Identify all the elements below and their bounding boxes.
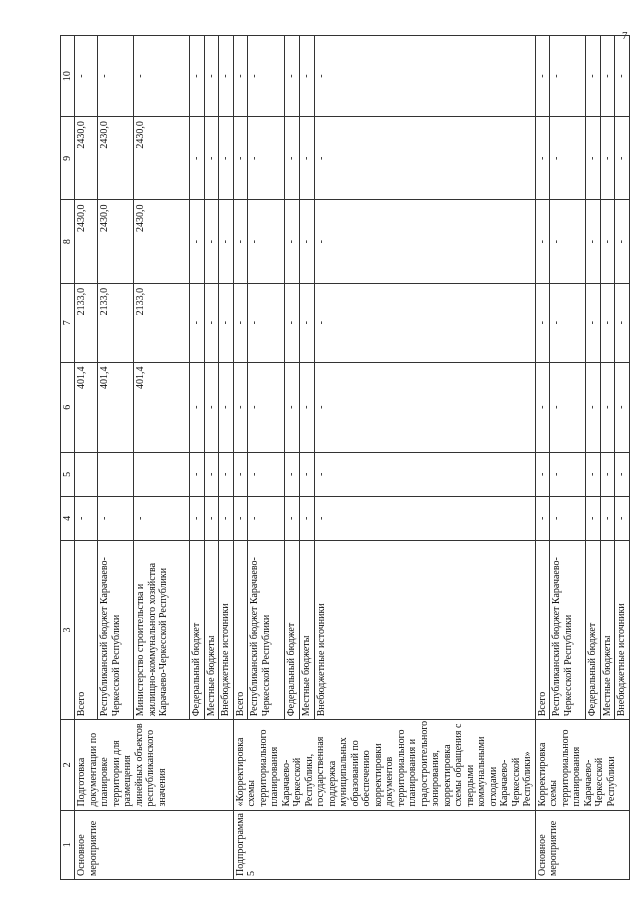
header-cell: 8 xyxy=(61,200,75,283)
source-cell: Внебюджетные источники xyxy=(615,540,630,719)
group-name-cell: «Корректировка схемы территориального планирования Карачаево-Черкесской Республики, государственная поддержка муниципальных образований по обеспечению корректировки документов территориального планирования и градостроительного зонирования, корректировка схемы обращения с твердыми коммунальными отходами Карачаево-Черкесской Республики» xyxy=(233,720,535,810)
source-cell: Местные бюджеты xyxy=(600,540,615,719)
value-cell xyxy=(134,452,190,496)
value-cell: - xyxy=(314,496,535,540)
header-cell: 5 xyxy=(61,452,75,496)
value-cell: - xyxy=(535,452,550,496)
value-cell: - xyxy=(535,117,550,200)
header-row xyxy=(61,36,75,880)
value-cell: - xyxy=(285,36,300,117)
value-cell: - xyxy=(285,117,300,200)
value-cell: - xyxy=(190,36,205,117)
source-cell: Внебюджетные источники xyxy=(219,540,234,719)
source-cell: Федеральный бюджет xyxy=(285,540,300,719)
value-cell: - xyxy=(299,283,314,362)
value-cell: - xyxy=(190,117,205,200)
value-cell: - xyxy=(248,117,285,200)
table-row xyxy=(535,36,550,880)
value-cell: - xyxy=(314,452,535,496)
value-cell xyxy=(75,452,98,496)
value-cell: - xyxy=(299,200,314,283)
value-cell: - xyxy=(586,117,601,200)
header-cell: 3 xyxy=(61,540,75,719)
source-cell: Федеральный бюджет xyxy=(190,540,205,719)
value-cell: - xyxy=(615,117,630,200)
value-cell: - xyxy=(285,362,300,452)
value-cell: - xyxy=(190,200,205,283)
value-cell: - xyxy=(219,496,234,540)
value-cell: - xyxy=(299,362,314,452)
source-cell: Республиканский бюджет Карачаево-Черкесской Республики xyxy=(550,540,586,719)
value-cell: - xyxy=(600,362,615,452)
value-cell xyxy=(98,452,134,496)
value-cell: - xyxy=(600,36,615,117)
value-cell: - xyxy=(204,117,219,200)
value-cell: - xyxy=(550,36,586,117)
value-cell: 2430,0 xyxy=(98,117,134,200)
value-cell: - xyxy=(75,496,98,540)
source-cell: Всего xyxy=(233,540,248,719)
value-cell: - xyxy=(248,452,285,496)
header-cell: 1 xyxy=(61,810,75,879)
value-cell: - xyxy=(219,452,234,496)
header-cell: 2 xyxy=(61,720,75,810)
source-cell: Всего xyxy=(535,540,550,719)
value-cell: - xyxy=(314,117,535,200)
value-cell: - xyxy=(600,283,615,362)
value-cell: - xyxy=(204,496,219,540)
value-cell: 401,4 xyxy=(134,362,190,452)
value-cell: - xyxy=(299,117,314,200)
group-type-cell: Основное мероприятие xyxy=(535,810,629,879)
value-cell: - xyxy=(233,200,248,283)
value-cell: 2133,0 xyxy=(75,283,98,362)
table-row xyxy=(233,36,248,880)
value-cell: - xyxy=(204,452,219,496)
group-type-cell: Основное мероприятие xyxy=(75,810,234,879)
value-cell: 2430,0 xyxy=(134,117,190,200)
value-cell: - xyxy=(134,496,190,540)
value-cell: 2430,0 xyxy=(75,117,98,200)
value-cell: - xyxy=(233,117,248,200)
value-cell: - xyxy=(586,496,601,540)
value-cell: - xyxy=(233,36,248,117)
value-cell: - xyxy=(615,283,630,362)
value-cell: - xyxy=(535,362,550,452)
value-cell: - xyxy=(299,36,314,117)
header-cell: 10 xyxy=(61,36,75,117)
value-cell: - xyxy=(285,283,300,362)
value-cell: - xyxy=(314,362,535,452)
value-cell: - xyxy=(314,283,535,362)
value-cell: - xyxy=(586,200,601,283)
funding-table xyxy=(60,35,630,880)
value-cell: - xyxy=(600,496,615,540)
value-cell: - xyxy=(248,283,285,362)
value-cell: - xyxy=(134,36,190,117)
value-cell: - xyxy=(615,36,630,117)
value-cell: - xyxy=(600,117,615,200)
value-cell: - xyxy=(615,452,630,496)
value-cell: - xyxy=(98,36,134,117)
value-cell: - xyxy=(550,362,586,452)
value-cell: - xyxy=(233,452,248,496)
header-cell: 9 xyxy=(61,117,75,200)
value-cell: - xyxy=(219,283,234,362)
source-cell: Всего xyxy=(75,540,98,719)
value-cell: - xyxy=(600,200,615,283)
value-cell: - xyxy=(204,362,219,452)
page-number: 7 xyxy=(622,30,628,42)
value-cell: - xyxy=(190,496,205,540)
value-cell: - xyxy=(219,200,234,283)
value-cell: - xyxy=(248,496,285,540)
value-cell: - xyxy=(600,452,615,496)
header-cell: 7 xyxy=(61,283,75,362)
value-cell: - xyxy=(535,200,550,283)
value-cell: - xyxy=(550,200,586,283)
value-cell: - xyxy=(550,452,586,496)
value-cell: - xyxy=(615,362,630,452)
value-cell: - xyxy=(550,283,586,362)
value-cell: - xyxy=(219,36,234,117)
value-cell: - xyxy=(233,362,248,452)
value-cell: - xyxy=(219,362,234,452)
source-cell: Местные бюджеты xyxy=(204,540,219,719)
header-cell: 4 xyxy=(61,496,75,540)
value-cell: - xyxy=(615,200,630,283)
value-cell: - xyxy=(233,496,248,540)
value-cell: 401,4 xyxy=(98,362,134,452)
source-cell: Министерство строительства и жилищно-коммунального хозяйства Карачаево-Черкесской Республики xyxy=(134,540,190,719)
value-cell: - xyxy=(248,36,285,117)
value-cell: - xyxy=(190,362,205,452)
value-cell: - xyxy=(535,36,550,117)
value-cell: - xyxy=(550,117,586,200)
value-cell: - xyxy=(190,452,205,496)
value-cell: - xyxy=(314,36,535,117)
group-name-cell: Подготовка документации по планировке территории для размещения линейных объектов республиканского значения xyxy=(75,720,234,810)
value-cell: - xyxy=(615,496,630,540)
value-cell: 2430,0 xyxy=(134,200,190,283)
source-cell: Республиканский бюджет Карачаево-Черкесской Республики xyxy=(98,540,134,719)
value-cell: - xyxy=(204,36,219,117)
value-cell: - xyxy=(535,283,550,362)
value-cell: - xyxy=(535,496,550,540)
value-cell: 2430,0 xyxy=(75,200,98,283)
source-cell: Федеральный бюджет xyxy=(586,540,601,719)
group-name-cell: Корректировка схемы территориального планирования Карачаево-Черкесской Республики xyxy=(535,720,629,810)
value-cell: - xyxy=(586,36,601,117)
value-cell: - xyxy=(586,452,601,496)
value-cell: - xyxy=(314,200,535,283)
value-cell: - xyxy=(98,496,134,540)
value-cell: - xyxy=(204,283,219,362)
value-cell: - xyxy=(586,283,601,362)
source-cell: Внебюджетные источники xyxy=(314,540,535,719)
value-cell: - xyxy=(248,362,285,452)
value-cell: - xyxy=(248,200,285,283)
source-cell: Местные бюджеты xyxy=(299,540,314,719)
header-cell: 6 xyxy=(61,362,75,452)
source-cell: Республиканский бюджет Карачаево-Черкесской Республики xyxy=(248,540,285,719)
value-cell: - xyxy=(219,117,234,200)
value-cell: 2133,0 xyxy=(134,283,190,362)
value-cell: - xyxy=(285,496,300,540)
value-cell: - xyxy=(299,496,314,540)
value-cell: 401,4 xyxy=(75,362,98,452)
value-cell: - xyxy=(233,283,248,362)
value-cell: - xyxy=(586,362,601,452)
value-cell: - xyxy=(75,36,98,117)
table-row xyxy=(75,36,98,880)
value-cell: - xyxy=(190,283,205,362)
group-type-cell: Подпрограмма 5 xyxy=(233,810,535,879)
rotated-table-wrapper xyxy=(60,35,627,880)
value-cell: 2133,0 xyxy=(98,283,134,362)
value-cell: - xyxy=(285,452,300,496)
value-cell: - xyxy=(550,496,586,540)
value-cell: - xyxy=(299,452,314,496)
value-cell: 2430,0 xyxy=(98,200,134,283)
value-cell: - xyxy=(204,200,219,283)
value-cell: - xyxy=(285,200,300,283)
